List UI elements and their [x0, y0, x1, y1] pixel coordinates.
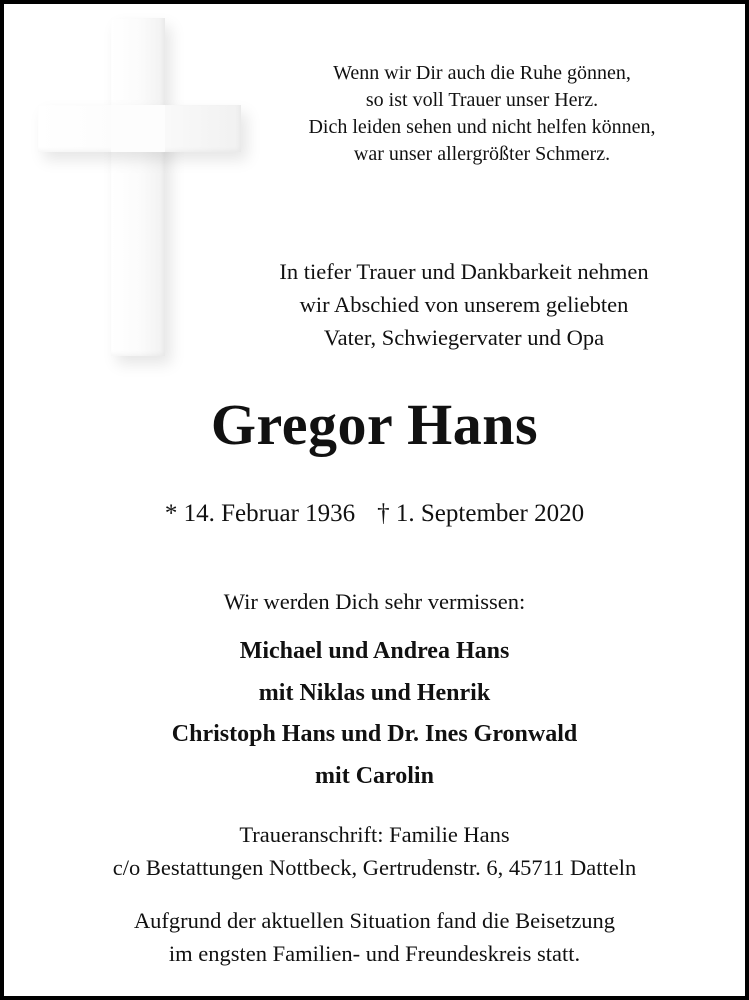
death-date: † 1. September 2020	[377, 500, 585, 527]
family-line: Christoph Hans und Dr. Ines Gronwald	[171, 721, 578, 747]
cross-center	[111, 105, 165, 152]
notice-line: Aufgrund der aktuellen Situation fand die Beisetzung	[133, 908, 616, 933]
birth-date: * 14. Februar 1936	[164, 500, 356, 527]
poem	[232, 60, 732, 168]
miss-line: Wir werden Dich sehr vermissen:	[223, 589, 526, 614]
poem-line: Wenn wir Dir auch die Ruhe gönnen,	[333, 62, 631, 84]
notice-line: im engsten Familien- und Freundeskreis statt.	[168, 941, 581, 966]
family-line: Michael und Andrea Hans	[239, 638, 510, 664]
family-line: mit Carolin	[315, 762, 434, 789]
address-line: c/o Bestattungen Nottbeck, Gertrudenstr. 6, 45711 Datteln	[112, 855, 637, 880]
life-dates	[4, 498, 745, 530]
burial-notice	[4, 904, 745, 970]
intro-line: Vater, Schwiegervater und Opa	[323, 325, 605, 350]
intro-line: In tiefer Trauer und Dankbarkeit nehmen	[279, 259, 649, 284]
poem-line: war unser allergrößter Schmerz.	[353, 143, 611, 165]
address-line: Traueranschrift: Familie Hans	[239, 822, 510, 847]
poem-line: so ist voll Trauer unser Herz.	[365, 89, 599, 111]
deceased-name: Gregor Hans	[210, 392, 539, 457]
poem-line: Dich leiden sehen und nicht helfen können,	[308, 116, 656, 138]
intro-line: wir Abschied von unserem geliebten	[299, 292, 629, 317]
cross-vertical-beam	[111, 18, 165, 356]
family-line: mit Niklas und Henrik	[258, 679, 491, 706]
intro-text	[184, 255, 744, 354]
family-members	[4, 631, 745, 797]
obituary-card	[4, 4, 745, 996]
mourning-address	[4, 818, 745, 884]
